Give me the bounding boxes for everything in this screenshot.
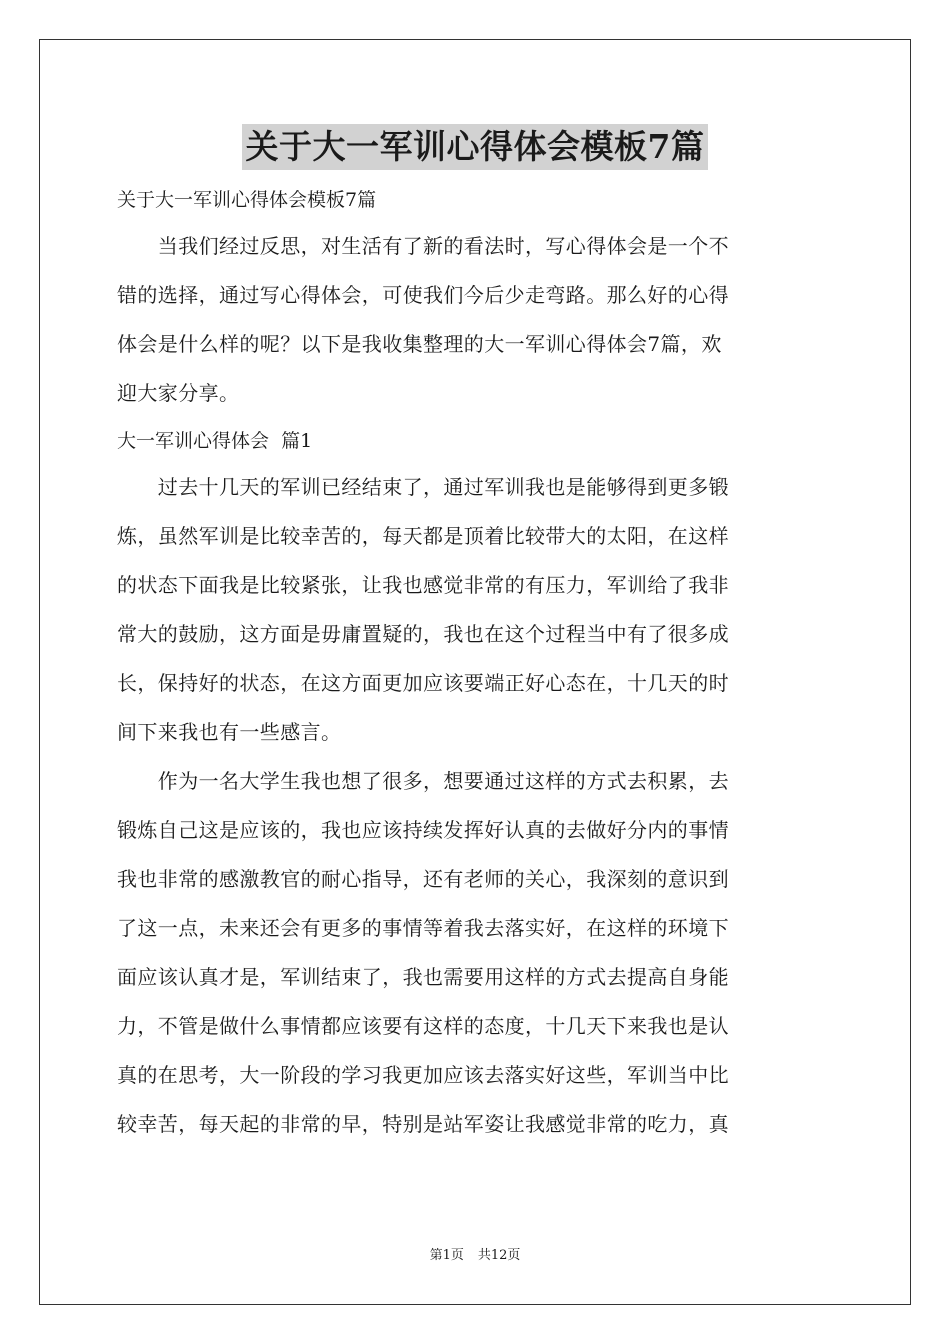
paragraph-line: 较幸苦，每天起的非常的早，特别是站军姿让我感觉非常的吃力，真 (117, 1112, 729, 1136)
paragraph-line: 锻炼自己这是应该的，我也应该持续发挥好认真的去做好分内的事情 (117, 818, 729, 842)
document-body (117, 178, 835, 1149)
page-footer (0, 1247, 950, 1265)
intro-line: 当我们经过反思，对生活有了新的看法时，写心得体会是一个不 (117, 234, 729, 258)
intro-paragraph (117, 222, 835, 418)
intro-line: 体会是什么样的呢？以下是我收集整理的大一军训心得体会7篇，欢 (117, 332, 722, 356)
paragraph-line: 我也非常的感激教官的耐心指导，还有老师的关心，我深刻的意识到 (117, 867, 729, 891)
page-number: 第1页 (429, 1248, 464, 1263)
paragraph-line: 了这一点，未来还会有更多的事情等着我去落实好，在这样的环境下 (117, 916, 729, 940)
paragraph-line: 长，保持好的状态，在这方面更加应该要端正好心态在，十几天的时 (117, 671, 729, 695)
paragraph-line: 炼，虽然军训是比较幸苦的，每天都是顶着比较带大的太阳，在这样 (117, 524, 729, 548)
section-heading: 大一军训心得体会 篇1 (117, 430, 313, 452)
intro-line: 错的选择，通过写心得体会，可使我们今后少走弯路。那么好的心得 (117, 283, 729, 307)
paragraph-line: 间下来我也有一些感言。 (117, 720, 342, 744)
paragraph-line: 作为一名大学生我也想了很多，想要通过这样的方式去积累，去 (117, 769, 729, 793)
intro-line: 迎大家分享。 (117, 381, 240, 405)
document-title (0, 124, 950, 170)
paragraph-line: 力，不管是做什么事情都应该要有这样的态度，十几天下来我也是认 (117, 1014, 729, 1038)
paragraph-line: 过去十几天的军训已经结束了，通过军训我也是能够得到更多锻 (117, 475, 729, 499)
paragraph-line: 常大的鼓励，这方面是毋庸置疑的，我也在这个过程当中有了很多成 (117, 622, 729, 646)
page-total: 共12页 (477, 1248, 521, 1263)
body-paragraph-2 (117, 757, 835, 1149)
paragraph-line: 面应该认真才是，军训结束了，我也需要用这样的方式去提高自身能 (117, 965, 729, 989)
document-title-text: 关于大一军训心得体会模板7篇 (242, 124, 709, 170)
body-paragraph-1 (117, 463, 835, 757)
paragraph-line: 真的在思考，大一阶段的学习我更加应该去落实好这些，军训当中比 (117, 1063, 729, 1087)
paragraph-line: 的状态下面我是比较紧张，让我也感觉非常的有压力，军训给了我非 (117, 573, 729, 597)
document-subtitle: 关于大一军训心得体会模板7篇 (117, 189, 377, 211)
